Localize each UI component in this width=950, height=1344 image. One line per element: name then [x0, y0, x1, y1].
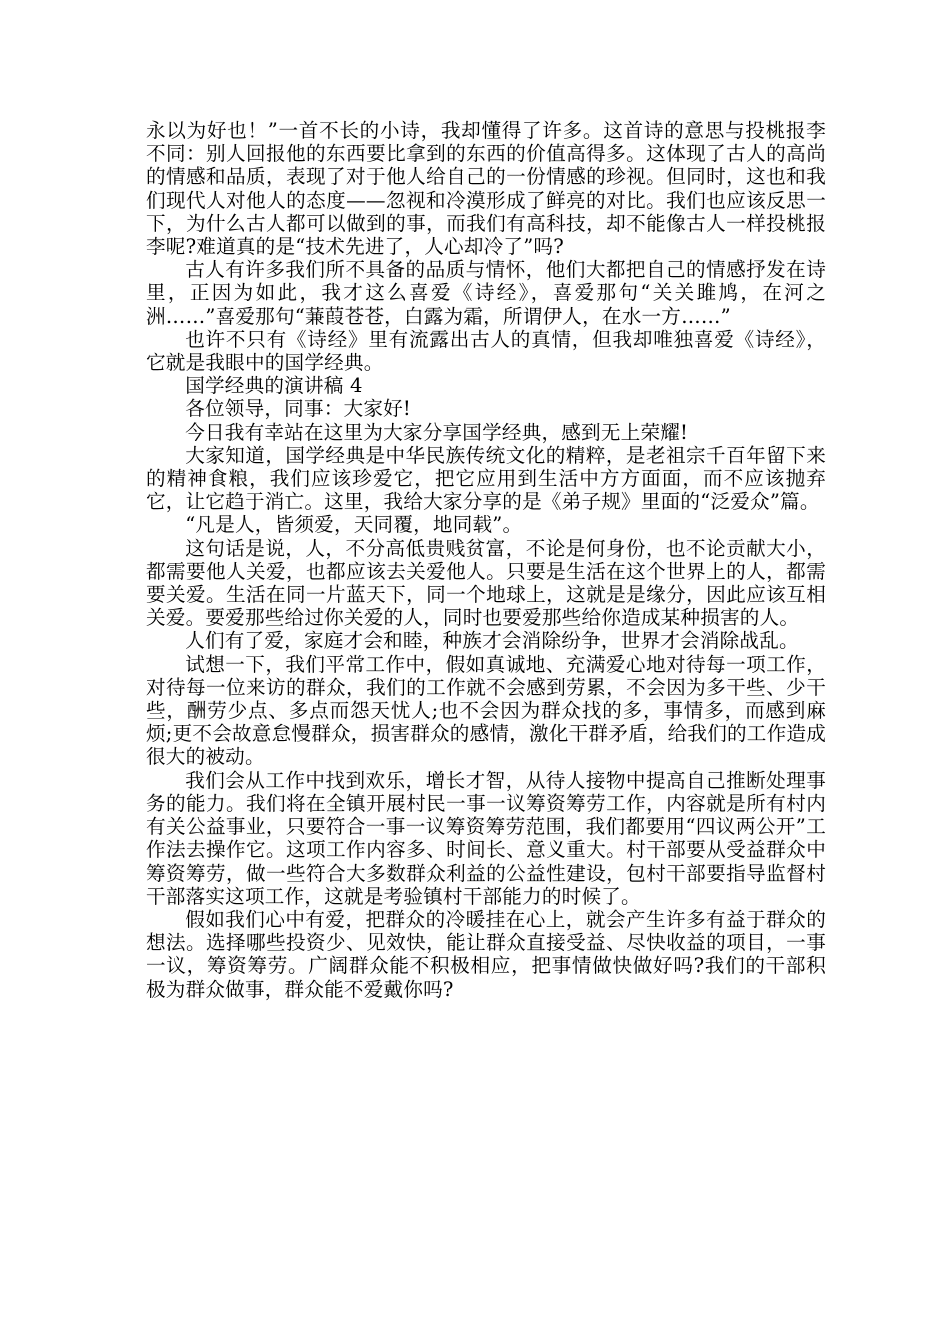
paragraph-7: 大家知道，国学经典是中华民族传统文化的精粹，是老祖宗千百年留下来的精神食粮，我们应该珍爱它，把它应用到生活中方方面面，而不应该抛弃它，让它趋于消亡。这里，我给大家分享的是《弟子规》里面的“泛爱众”篇。 [146, 443, 826, 514]
quote-line: “凡是人，皆须爱，天同覆，地同载”。 [185, 513, 523, 537]
paragraph-11: 试想一下，我们平常工作中，假如真诚地、充满爱心地对待每一项工作，对待每一位来访的群众，我们的工作就不会感到劳累，不会因为多干些、少干些，酬劳少点、多点而怨天忧人;也不会因为群众找的多，事情多，而感到麻烦;更不会故意怠慢群众，损害群众的感情，激化干群矛盾，给我们的工作造成很大的被动。 [146, 652, 826, 769]
greeting-line: 各位领导，同事：大家好! [185, 397, 411, 421]
paragraph-1: 永以为好也！”一首不长的小诗，我却懂得了许多。这首诗的意思与投桃报李不同：别人回报他的东西要比拿到的东西的价值高得多。这体现了古人的高尚的情感和品质，表现了对于他人给自己的一份情感的珍视。但同时，这也和我们现代人对他人的态度——忽视和冷漠形成了鲜亮的对比。我们也应该反思一下，为什么古人都可以做到的事，而我们有高科技，却不能像古人一样投桃报李呢?难道真的是“技术先进了，人心却冷了”吗? [146, 119, 826, 259]
paragraph-13: 假如我们心中有爱，把群众的冷暖挂在心上，就会产生许多有益于群众的想法。选择哪些投资少、见效快，能让群众直接受益、尽快收益的项目，一事一议，筹资筹劳。广阔群众能不积极相应，把事情做快做好吗?我们的干部积极为群众做事，群众能不爱戴你吗? [146, 907, 826, 1001]
document-page [146, 119, 826, 1001]
paragraph-2: 古人有许多我们所不具备的品质与情怀，他们大都把自己的情感抒发在诗里，正因为如此，我才这么喜爱《诗经》，喜爱那句“关关雎鸠，在河之洲……”喜爱那句“蒹葭苍苍，白露为霜，所谓伊人，在水一方……” [146, 258, 826, 328]
paragraph-9: 这句话是说，人，不分高低贵贱贫富，不论是何身份，也不论贡献大小，都需要他人关爱，也都应该去关爱他人。只要是生活在这个世界上的人，都需要关爱。生活在同一片蓝天下，同一个地球上，这就是是缘分，因此应该互相关爱。要爱那些给过你关爱的人，同时也要爱那些给你造成某种损害的人。 [146, 536, 826, 630]
opening-line: 今日我有幸站在这里为大家分享国学经典，感到无上荣耀! [185, 420, 689, 444]
paragraph-12: 我们会从工作中找到欢乐，增长才智，从待人接物中提高自己推断处理事务的能力。我们将在全镇开展村民一事一议筹资筹劳工作，内容就是所有村内有关公益事业，只要符合一事一议筹资筹劳范围，我们都要用“四议两公开”工作法去操作它。这项工作内容多、时间长、意义重大。村干部要从受益群众中筹资筹劳，做一些符合大多数群众利益的公益性建设，包村干部要指导监督村干部落实这项工作，这就是考验镇村干部能力的时候了。 [146, 768, 826, 908]
section-heading: 国学经典的演讲稿 4 [185, 374, 363, 398]
paragraph-10: 人们有了爱，家庭才会和睦，种族才会消除纷争，世界才会消除战乱。 [185, 629, 799, 653]
paragraph-3: 也许不只有《诗经》里有流露出古人的真情，但我却唯独喜爱《诗经》，它就是我眼中的国学经典。 [146, 327, 826, 375]
